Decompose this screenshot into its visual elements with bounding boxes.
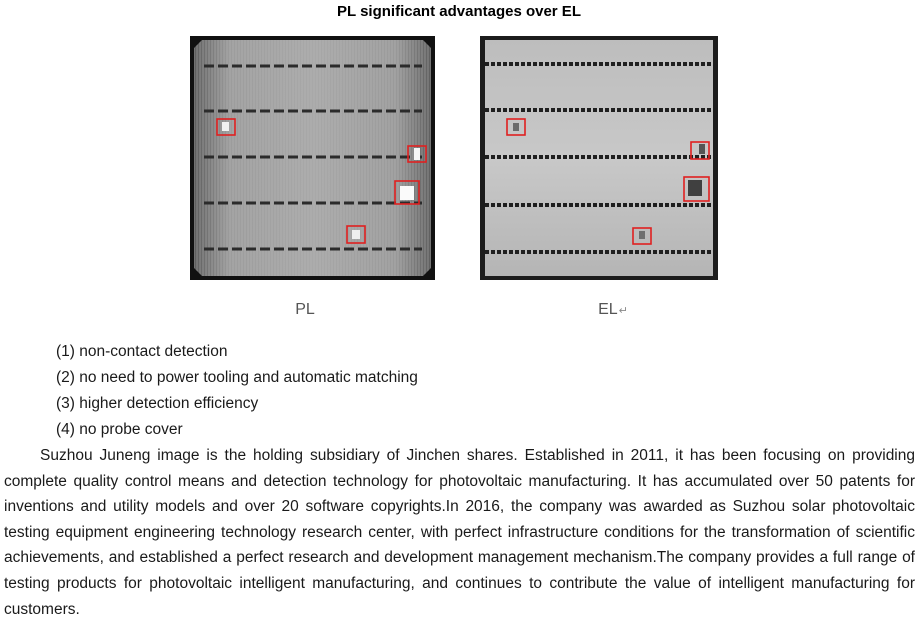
pl-solar-cell-svg (190, 36, 435, 280)
el-image (480, 36, 718, 280)
advantage-item: (2) no need to power tooling and automatic matching (56, 369, 418, 386)
paragraph-mark-icon: ↵ (618, 305, 628, 317)
advantage-item: (1) non-contact detection (56, 343, 228, 360)
el-defect-spot (688, 180, 702, 196)
advantages-list (56, 339, 418, 443)
pl-defect-spot (414, 148, 420, 160)
pl-image (190, 36, 435, 280)
el-solar-cell-svg (480, 36, 718, 280)
pl-defect-spot (222, 122, 229, 131)
figure-title: PL significant advantages over EL (337, 3, 581, 20)
pl-defect-spot (400, 186, 414, 200)
advantage-item: (3) higher detection efficiency (56, 395, 259, 412)
company-description-paragraph: Suzhou Juneng image is the holding subsidiary of Jinchen shares. Established in 2011, it has been focusing on providing complete quality control means and detection technology for photovoltaic manufacturing. It has accumulated over 50 patents for inventions and utility models and over 20 software copyrights.In 2016, the company was awarded as Suzhou solar photovoltaic testing equipment engineering technology research center, with perfect infrastructure conditions for the transformation of scientific achievements, and established a perfect research and development management mechanism.The company provides a full range of testing products for photovoltaic intelligent manufacturing, and continues to contribute the value of intelligent manufacturing for customers. (4, 447, 915, 618)
el-defect-spot (513, 123, 519, 131)
el-caption: EL↵ (598, 301, 628, 318)
pl-defect-spot (352, 230, 360, 239)
el-defect-spot (639, 231, 645, 239)
el-defect-spot (699, 144, 705, 154)
pl-caption: PL (295, 301, 315, 318)
advantage-item: (4) no probe cover (56, 421, 183, 438)
